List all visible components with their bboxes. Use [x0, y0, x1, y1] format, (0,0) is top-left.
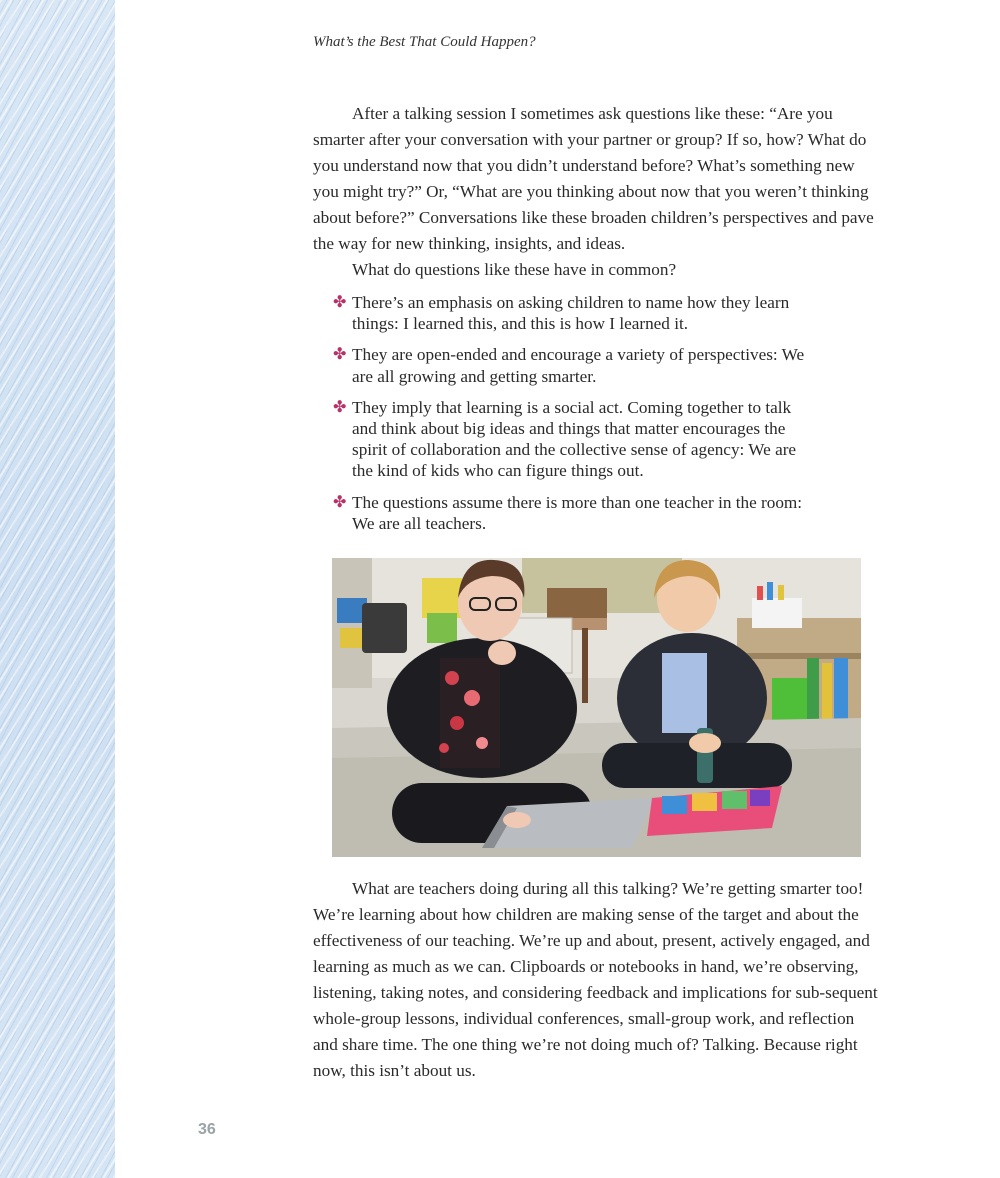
list-item — [333, 344, 813, 386]
body-text-bottom — [313, 876, 883, 1084]
classroom-photo — [332, 558, 861, 857]
list-item — [333, 292, 813, 334]
decorative-sidebar — [0, 0, 115, 1178]
paragraph: After a talking session I sometimes ask questions like these: “Are you smarter after your conversation with your partner or group? If so, how? What do you understand now that you didn’t understand before? What’s something new you might try?” Or, “What are you thinking about now that you weren’t thinking about before?” Conversations like these broaden children’s perspectives and pave the way for new thinking, insights, and ideas. — [313, 104, 874, 253]
paragraph: What are teachers doing during all this talking? We’re getting smarter too! We’re learning about how children are making sense of the target and about the effectiveness of our teaching. We’re up and about, present, actively engaged, and learning as much as we can. Clipboards or notebooks in hand, we’re observing, listening, taking notes, and considering feedback and implications for sub-sequent whole-group lessons, individual conferences, small-group work, and reflection and share time. The one thing we’re not doing much of? Talking. Because right now, this isn’t about us. — [313, 879, 878, 1080]
flower-bullet-icon: ✤ — [333, 346, 347, 364]
body-text-top — [313, 101, 883, 283]
list-item-text: They are open-ended and encourage a variety of perspectives: We are all growing and getting smarter. — [352, 345, 805, 386]
list-item — [333, 397, 813, 482]
paragraph: What do questions like these have in common? — [352, 260, 677, 279]
list-item-text: The questions assume there is more than one teacher in the room: We are all teachers. — [352, 492, 803, 533]
bullet-list — [333, 292, 813, 544]
flower-bullet-icon: ✤ — [333, 294, 347, 311]
flower-bullet-icon: ✤ — [333, 398, 347, 416]
list-item-text: There’s an emphasis on asking children to name how they learn things: I learned this, and this is how I learned it. — [352, 293, 790, 334]
list-item — [333, 492, 813, 534]
page-number: 36 — [198, 1121, 216, 1138]
running-head: What’s the Best That Could Happen? — [313, 34, 536, 50]
list-item-text: They imply that learning is a social act. Coming together to talk and think about big ideas and things that matter encourages the spirit of collaboration and the collective sense of agency: We are the kind of kids who can figure things out. — [352, 397, 797, 481]
flower-bullet-icon: ✤ — [333, 493, 347, 511]
